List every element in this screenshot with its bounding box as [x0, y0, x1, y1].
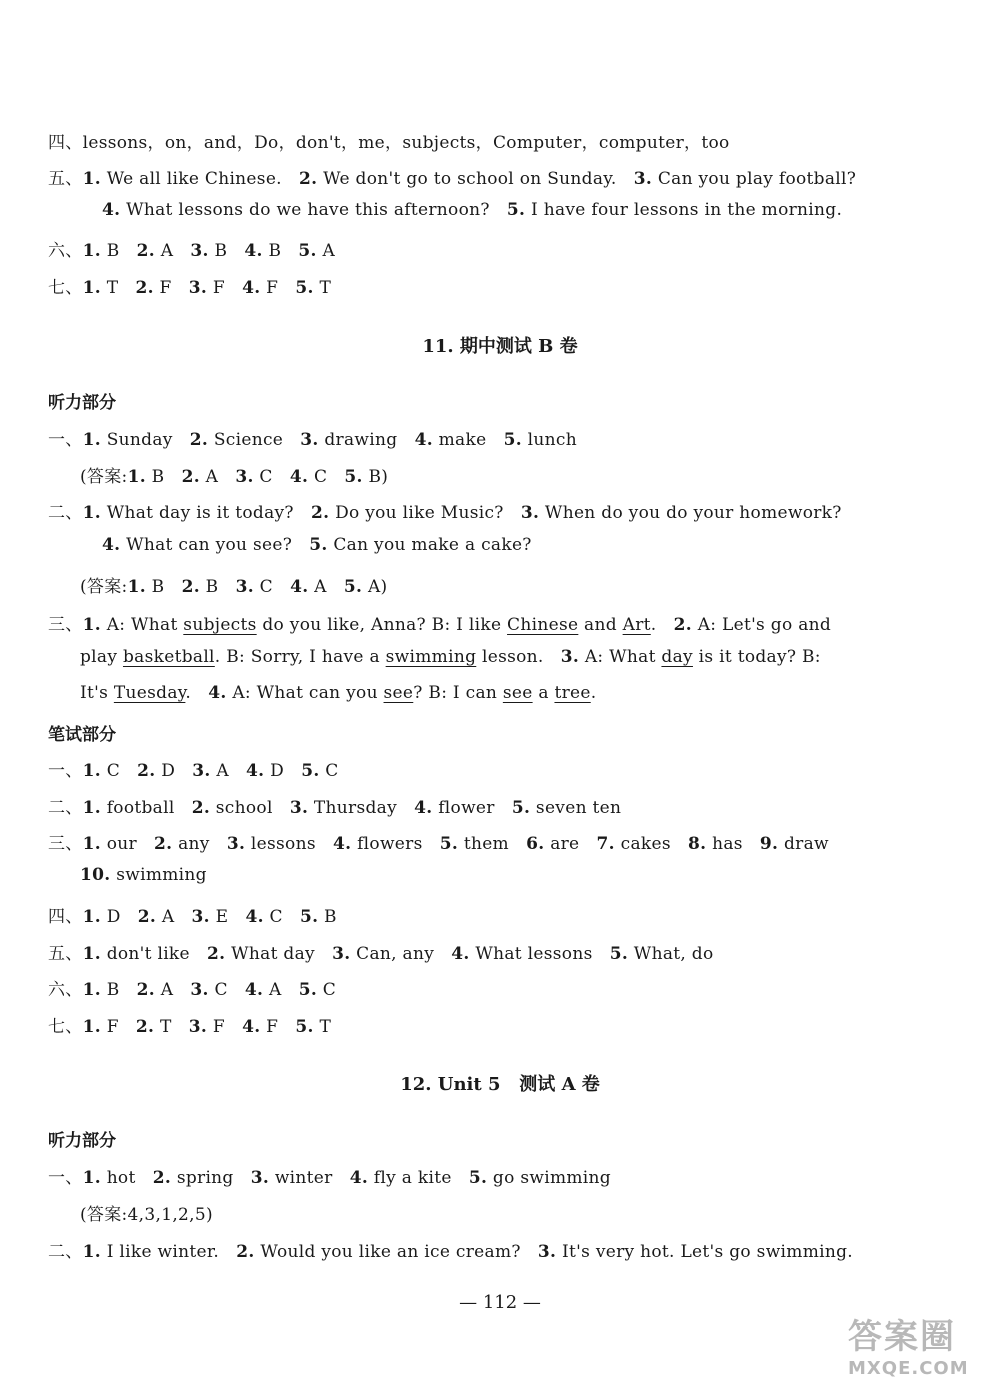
answer: What day [231, 944, 315, 964]
answer: seven ten [535, 798, 622, 818]
underlined-answer: tree [554, 683, 591, 703]
answer-key: (答案:4,3,1,2,5) [80, 1205, 213, 1225]
answer: school [215, 798, 273, 818]
answer-line: 四、1. D 2. A 3. E 4. C 5. B [48, 907, 337, 927]
answer-line: 三、1. A: What subjects do you like, Anna? B: I like Chinese and Art. 2. A: Let's go and [48, 615, 832, 635]
text: . [590, 683, 597, 703]
answer: F [159, 278, 172, 298]
underlined-answer: swimming [385, 647, 477, 667]
answer: Can you make a cake? [333, 535, 532, 555]
answer-suffix: ) [380, 577, 388, 597]
answer: any [178, 834, 210, 854]
answer-prefix: (答案: [80, 467, 128, 487]
answer: B [268, 241, 282, 261]
item-number: 一、 [48, 761, 83, 781]
text: . [650, 615, 657, 635]
answer: E [215, 907, 229, 927]
watermark-text: 答案圈 [848, 1317, 956, 1357]
answer: C [322, 980, 337, 1000]
text: . B: Sorry, I have a [214, 647, 386, 667]
section-heading: 听力部分 [48, 1131, 116, 1151]
item-number: 五、 [48, 169, 83, 189]
answer: F [106, 1017, 119, 1037]
answer: B [214, 241, 228, 261]
text: A: What [584, 647, 662, 667]
watermark-logo [848, 1309, 988, 1387]
answer: spring [176, 1168, 234, 1188]
answer: What lessons do we have this afternoon? [126, 200, 490, 220]
answer: A [367, 577, 381, 597]
answer: C [313, 467, 328, 487]
watermark-url: MXQE.COM [848, 1358, 969, 1379]
answer: I like winter. [106, 1242, 220, 1262]
answer: are [550, 834, 580, 854]
answer: B [151, 467, 165, 487]
text: A: Let's go and [697, 615, 832, 635]
answer: D [270, 761, 285, 781]
answer: A [268, 980, 282, 1000]
answer-line: 六、1. B 2. A 3. B 4. B 5. A [48, 241, 336, 261]
answer: B [324, 907, 337, 927]
item-number: 六、 [48, 980, 83, 1000]
answer-line: 10. swimming [80, 865, 207, 885]
answer-line: 三、1. our 2. any 3. lessons 4. flowers 5. them 6. are 7. cakes 8. has 9. draw [48, 834, 829, 854]
section-heading: 听力部分 [48, 393, 116, 413]
answer: has [712, 834, 743, 854]
underlined-answer: Tuesday [113, 683, 186, 703]
text: a [532, 683, 555, 703]
answer: C [106, 761, 120, 781]
section-title: 12. Unit 5 测试 A 卷 [400, 1074, 600, 1095]
answer: F [266, 278, 279, 298]
answer-line: 五、1. We all like Chinese. 2. We don't go to school on Sunday. 3. Can you play football? [48, 169, 857, 189]
text: is it today? B: [692, 647, 821, 667]
answer: D [161, 761, 176, 781]
answer: our [106, 834, 137, 854]
answer: We all like Chinese. [106, 169, 282, 189]
item-number: 七、 [48, 278, 83, 298]
answer-key: (答案:1. B 2. B 3. C 4. A 5. A) [80, 577, 388, 597]
text: ? B: I can [413, 683, 503, 703]
answer: cakes [620, 834, 671, 854]
answer-prefix: (答案: [80, 577, 128, 597]
answer-line: 二、1. What day is it today? 2. Do you like Music? 3. When do you do your homework? [48, 503, 842, 523]
answer: C [259, 467, 273, 487]
item-number: 一、 [48, 430, 83, 450]
answer-line: 一、1. C 2. D 3. A 4. D 5. C [48, 761, 339, 781]
answer: A [322, 241, 336, 261]
item-number: 三、 [48, 615, 83, 635]
answer: B [106, 980, 120, 1000]
answer: Can you play football? [657, 169, 857, 189]
item-number: 二、 [48, 798, 83, 818]
answer: make [438, 430, 487, 450]
underlined-answer: see [502, 683, 533, 703]
answer-line: 七、1. F 2. T 3. F 4. F 5. T [48, 1017, 332, 1037]
section-title: 11. 期中测试 B 卷 [422, 336, 578, 357]
answer: fly a kite [373, 1168, 452, 1188]
text: A: What [106, 615, 184, 635]
underlined-answer: Chinese [507, 615, 579, 635]
answer: What lessons [475, 944, 593, 964]
answer-line: 四、lessons，on，and，Do，don't，me，subjects，Computer，computer，too [48, 133, 730, 153]
answer: C [269, 907, 283, 927]
answer-line: 4. What lessons do we have this afternoon? 5. I have four lessons in the morning. [102, 200, 843, 220]
answer: football [106, 798, 175, 818]
answer: B [106, 241, 120, 261]
answer: T [319, 278, 332, 298]
answer-suffix: ) [381, 467, 389, 487]
answer: T [160, 1017, 172, 1037]
answer: When do you do your homework? [544, 503, 842, 523]
page-number: — 112 — [459, 1292, 541, 1313]
text: lesson. [476, 647, 544, 667]
answer: Thursday [313, 798, 397, 818]
answer: A [160, 980, 174, 1000]
text: and [578, 615, 623, 635]
answer: A [161, 907, 175, 927]
answer: C [325, 761, 339, 781]
underlined-answer: see [383, 683, 414, 703]
answer: Can, any [356, 944, 435, 964]
item-number: 二、 [48, 503, 83, 523]
answer: T [319, 1017, 332, 1037]
answer: A [314, 577, 327, 597]
answer-line: 一、1. hot 2. spring 3. winter 4. fly a kite 5. go swimming [48, 1168, 611, 1188]
item-number: 六、 [48, 241, 83, 261]
answer: What day is it today? [106, 503, 294, 523]
item-number: 一、 [48, 1168, 83, 1188]
answer: draw [784, 834, 829, 854]
answer: We don't go to school on Sunday. [323, 169, 617, 189]
answer: D [106, 907, 121, 927]
answer-line: 五、1. don't like 2. What day 3. Can, any 4. What lessons 5. What, do [48, 944, 714, 964]
answer-line: 七、1. T 2. F 3. F 4. F 5. T [48, 278, 332, 298]
item-number: 七、 [48, 1017, 83, 1037]
answer: flowers [357, 834, 423, 854]
answer: F [266, 1017, 279, 1037]
text: play [80, 647, 123, 667]
answer-line: 二、1. I like winter. 2. Would you like an ice cream? 3. It's very hot. Let's go swimming. [48, 1242, 853, 1262]
item-number: 三、 [48, 834, 83, 854]
text: It's [80, 683, 114, 703]
text: A: What can you [232, 683, 384, 703]
underlined-answer: Art [622, 615, 651, 635]
answer-key: (答案:1. B 2. A 3. C 4. C 5. B) [80, 467, 389, 487]
answer: swimming [116, 865, 207, 885]
answer: C [259, 577, 273, 597]
answer-line: 六、1. B 2. A 3. C 4. A 5. C [48, 980, 337, 1000]
answer: A [205, 467, 219, 487]
item-number: 五、 [48, 944, 83, 964]
section-heading: 笔试部分 [48, 725, 116, 745]
answer-line: play basketball. B: Sorry, I have a swimming lesson. 3. A: What day is it today? B: [80, 647, 821, 667]
answer: B [151, 577, 165, 597]
underlined-answer: subjects [183, 615, 257, 635]
answer: B [205, 577, 219, 597]
answer: F [212, 278, 225, 298]
text: do you like, Anna? B: I like [256, 615, 508, 635]
item-number: 二、 [48, 1242, 83, 1262]
answer: I have four lessons in the morning. [531, 200, 843, 220]
answer: lessons [250, 834, 316, 854]
answer: Would you like an ice cream? [260, 1242, 521, 1262]
answer: It's very hot. Let's go swimming. [562, 1242, 853, 1262]
answer: go swimming [492, 1168, 611, 1188]
answer: lunch [527, 430, 577, 450]
answer: What, do [633, 944, 714, 964]
answer: drawing [324, 430, 398, 450]
answer: What can you see? [126, 535, 293, 555]
answer: Science [213, 430, 284, 450]
answer: B [368, 467, 382, 487]
answer: A [216, 761, 229, 781]
answer: winter [274, 1168, 333, 1188]
answer-line: It's Tuesday. 4. A: What can you see? B: I can see a tree. [80, 683, 597, 703]
answer: Do you like Music? [335, 503, 504, 523]
answer: hot [106, 1168, 136, 1188]
answer: T [106, 278, 119, 298]
text: . [185, 683, 192, 703]
item-number: 四、 [48, 907, 83, 927]
answer: Sunday [106, 430, 173, 450]
underlined-answer: basketball [122, 647, 215, 667]
answer-line: 4. What can you see? 5. Can you make a cake? [102, 535, 532, 555]
answer: A [160, 241, 174, 261]
answer: F [212, 1017, 225, 1037]
underlined-answer: day [661, 647, 693, 667]
answer: C [214, 980, 228, 1000]
answer: them [463, 834, 509, 854]
answer: flower [438, 798, 495, 818]
answer-line: 一、1. Sunday 2. Science 3. drawing 4. make 5. lunch [48, 430, 577, 450]
answer-line: 二、1. football 2. school 3. Thursday 4. flower 5. seven ten [48, 798, 622, 818]
answer: don't like [106, 944, 190, 964]
